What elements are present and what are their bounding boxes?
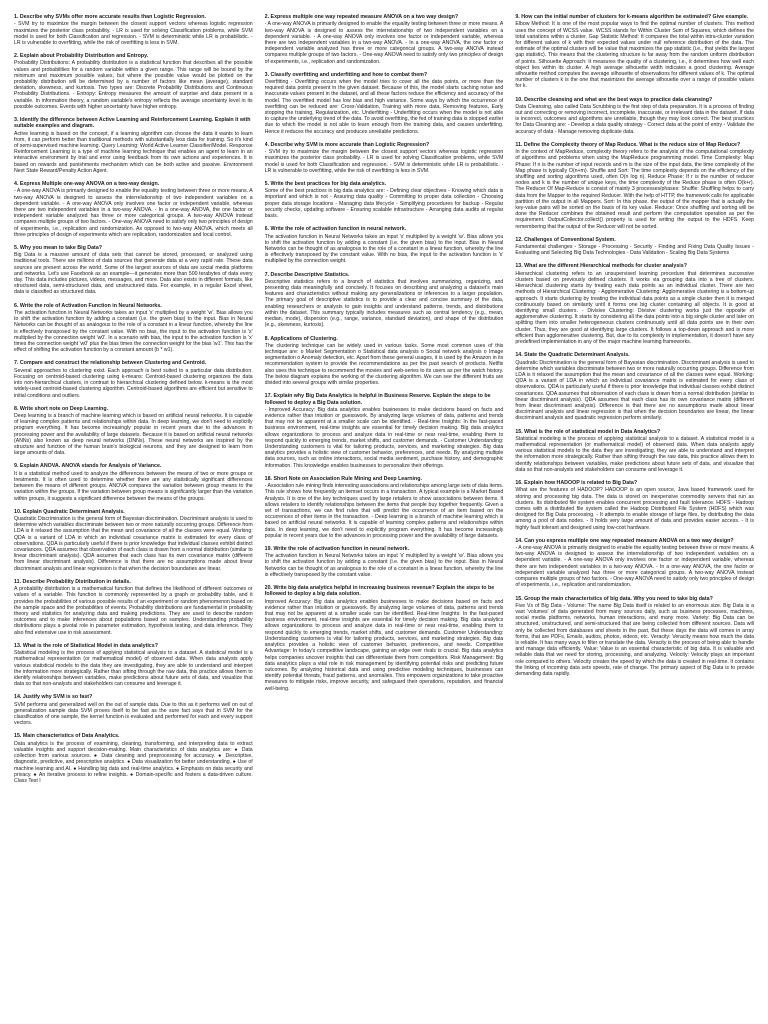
qa-item	[14, 360, 253, 398]
answer-text: - A one-way ANOVA is primarily designed to enable the equality testing between three or more means. A two-way ANOVA is designed to assess the interrelationship of two independent variables on a dependent variable. - A one-way ANOVA only involves one factor or independent variable, whereas there are two independent variables in a two-way ANOVA. - In a one-way ANOVA, the one factor or independent variable analyzed has three or more categorical groups. A two-way ANOVA instead compares multiple groups of two factors. - One-way ANOVA need to satisfy only two principles of design of experiments, i.e., replication and randomization.	[515, 545, 754, 589]
answer-text: It is a statistical method used to analyze the differences between the means of two or more groups or treatments. It is often used to determine whether there are any statistically significant differences between the means of different groups. ANOVA compares the variation between group means to the variation within the groups. If the variation between group means is significantly larger than the variation within groups, it suggests a significant difference between the means of the groups.	[14, 470, 253, 502]
qa-item	[515, 142, 754, 230]
qa-item	[265, 393, 504, 469]
answer-text: - Improved Accuracy: Big data analytics enables businesses to make decisions based on facts and evidence rather than intuition or guesswork. By analyzing large volumes of data, patterns and trends that may not be apparent at a smaller scale can be identified. - Real-time Insights: In the fast-paced business environment, real-time insights are essential for timely decision making. Big data analytics allows organizations to process and analyze data in real-time or near real-time, enabling them to respond quickly to emerging trends, market shifts, and customer demands. - Customer Understanding: Understanding customers is vital for tailoring products, services, and marketing strategies. Big data analytics provides a holistic view of customer behavior, preferences, and needs. By analyzing multiple data sources, such as online interactions, social media sentiment, purchase history, and demographic information. This knowledge enables businesses to personalize their offerings.	[264, 406, 504, 469]
question-heading: 16. Explain how HADOOP is related to Big Data?	[515, 480, 638, 487]
answer-text: Statistical modeling is the process of applying statistical analysis to a dataset. A statistical model is a mathematical representation (or mathematical model) of observed data. When data analysts apply various statistical models to the data they are investigating, they are able to understand and interpret the information more strategically. Rather than sifting through the raw data, this practice allows them to identify relationships between variables, make predictions about future sets of data, and visualize that data so that non-analysts and stakeholders can consume and leverage it.	[515, 435, 754, 473]
question-heading: 15. Group the main characteristics of big data. Why you need to take big data?	[515, 595, 713, 602]
qa-item	[265, 181, 504, 219]
qa-item	[515, 352, 754, 421]
column-left	[14, 14, 253, 1014]
qa-item	[515, 596, 754, 678]
question-heading: 14. State the Quadratic Determinant Analysis.	[515, 352, 630, 359]
qa-item	[14, 14, 253, 46]
answer-text: Big Data is a massive amount of data sets that cannot be stored, processed, or analyzed using traditional tools. There are millions of data sources that generate data at a very rapid rate. These data sources are present across the world. Some of the largest sources of data are social media platforms and networks. Let's use Facebook as an example—it generates more than 500 terabytes of data every day. This data includes pictures, videos, messages, and more. Data also exists in different formats, like structured data, semi-structured data, and unstructured data. For example, in a regular Excel sheet, data is classified as structured data.	[14, 252, 253, 296]
qa-item	[515, 97, 754, 135]
answer-text: - SVM try to maximize the margin between the closest support vectors whereas logistic regression maximizes the posterior class probability. - LR is used for solving Classification problems, while SVM model is used for both Classification and regression. - SVM is deterministic while LR is probabilistic. - LR is vulnerable to overfitting, while the risk of overfitting is less in SVM.	[14, 21, 253, 46]
qa-item	[14, 303, 253, 354]
qa-item	[14, 245, 253, 296]
qa-item	[14, 181, 253, 238]
answer-text: The clustering technique can be widely used in various tasks. Some most common uses of this technique are: o Market Segmentation o Statistical data analysis o Social network analysis o Image segmentation o Anomaly detection, etc. Apart from these general usages, it is used by the Amazon in its recommendation system to provide the recommendations as per the past search of products. Netflix also uses this technique to recommend the movies and web-series to its users as per the watch history. The below diagram explains the working of the clustering algorithm. We can see the different fruits are divided into several groups with similar properties.	[264, 342, 504, 387]
qa-item	[515, 538, 754, 589]
answer-text: Overfitting - Overfitting occurs when the model tries to cover all the data points, or more than the required data points present in the given dataset. Because of this, the model starts caching noise and inaccurate values present in the dataset, and all these factors reduce the efficiency and accuracy of the model. The overfitted model has low bias and high variance. Some ways by which the occurrence of overfitting can be reduced are: Cross-Validation, Training with more data, Removing features, Early stopping the training, Regularization, etc. Underfitting - Underfitting occurs when the model is not able to capture the underlying trend of the data. To avoid overfitting, the fed of training data is stopped earlier due to which the model is not able to learn enough from the training data, and causes underfitting. Hence it reduces the accuracy and produces unreliable predictions.	[264, 79, 504, 135]
qa-item	[14, 406, 253, 457]
answer-text: What are the features of HADOOP? HADOOP is an open source, Java based framework used for storing and processing big data. The data is stored on inexpensive commodity servers that run as clusters. Its distributed file system enables concurrent processing and fault tolerance. HDFS - Hadoop comes with a distributed file system called the Hadoop Distributed File System (HDFS) which was designed for Big Data processing. - It attempts to enable storage of large files, by distributing the data among a pool of data nodes. - It holds very large amount of data and provides easier access. - It is highly fault tolerant and designed using low-cost hardware.	[515, 487, 754, 531]
answer-text: The activation function in Neural Networks takes an input 'x' multiplied by a weight 'w'. Bias allows you to shift the activation function by adding a constant (i.e. the given bias) to the input. Bias in Neural Networks can be thought of as analogous to the role of a constant in a linear function, whereby the line is effectively transposed by the constant value.	[264, 553, 504, 578]
answer-text: Quadratic Discrimination is the general form of Bayesian discrimination. Discriminant analysis is used to determine which variables discriminate between two or more naturally occurring groups. Difference from LDA is it relaxed the assumption that the mean and covariance of all the classes were equal. Working: QDA is a variant of LDA in which an individual covariance matrix is estimated for every class of observations. QDA is particularly useful if there is prior knowledge that individual classes exhibit distinct covariances. QDA assumes that observation of each class is drawn from a normal distribution (similar to linear discriminant analysis). QDA assumes that each class has its own covariance matrix (different from linear discriminant analysis). Difference is that there are no assumptions made about linear discriminant analysis and linear regression is that when the decision boundaries are linear.	[14, 516, 253, 572]
question-heading: 6. Write the role of activation function in neural network.	[264, 226, 407, 233]
answer-text: Five Vs of Big Data - Volume: The name Big Data itself is related to an enormous size. Big Data is a vast 'volumes' of data generated from many sources daily, such as business processes, machines, social media platforms, networks, human interactions, and many more. Variety: Big Data can be structured, unstructured, and semi-structured that are being collected from different sources. Data will only be collected from databases and sheets in the past, But these days the data will comes in array forms, that are PDFs, Emails, audios, photos, videos, etc. Veracity: Veracity means how much the data is reliable. It has many ways to filter or translate the data. Veracity is the process of being able to handle and manage data efficiently. Value: Value is an essential characteristic of big data. It is valuable and reliable data that we need for storing, processing, and analyzing. Velocity: Velocity plays an important role compared to others. Velocity creates the speed by which the data is created in real-time. It contains the linking of incoming data sets speeds, rate of change. The primary aspect of Big Data is to provide demanding data rapidly.	[515, 602, 754, 678]
question-heading: 7. Describe Descriptive Statistics.	[264, 271, 350, 278]
question-heading: 10. Describe cleansing and what are the best ways to practice data cleansing?	[515, 96, 713, 103]
question-heading: 7. Compare and construct the relationship between Clustering and Centroid.	[14, 360, 207, 367]
qa-item	[515, 429, 754, 474]
answer-text: Fundamental challenges - Storage - Processing - Security - Finding and Fixing Data Quality Issues - Evaluating and Selecting Big Data Technologies - Data Validation - Scaling Big Data Systems	[515, 244, 754, 257]
answer-text: - SVM try to maximize the margin between the closest support vectors whereas logistic regression maximizes the posterior class probability. - LR is used for solving Classification problems, while SVM model is used for both Classification and regression. - SVM is deterministic while LR is probabilistic. - LR is vulnerable to overfitting, while the risk of overfitting is less in SVM.	[264, 149, 504, 174]
question-heading: 9. Explain ANOVA. ANOVA stands for Analysis of Variance.	[14, 463, 162, 470]
question-heading: 4. Describe why SVM is more accurate than Logistic Regression?	[264, 141, 430, 148]
qa-item	[14, 463, 253, 501]
question-heading: 17. Explain why Big Data Analytics is helpful in Business Reserve. Explain the steps to be followed to deploy a Big Data solution.	[264, 393, 491, 406]
question-heading: 13. What is the role of Statistical Model in data analytics?	[14, 642, 158, 649]
answer-text: Data analytics is the process of examining, cleaning, transforming, and interpreting data to extract valuable insights and support decision-making. Main characteristics of data analytics are: ● Data collection from various sources. ● Data cleaning and preprocessing for accuracy. ● Descriptive, diagnostic, predictive, and prescriptive analytics. ● Data visualization for better understanding. ● Use of machine learning and AI. ● Handling big data and real-time analytics. ● Emphasis on data security and privacy. ● An iterative process to refine insights. ● Domain-specific and fosters a data-driven culture. Class Test I	[14, 740, 253, 784]
qa-item	[515, 237, 754, 257]
answer-text: Improved Accuracy: Big data analytics enables businesses to make decisions based on facts and evidence rather than intuition or guesswork. By analyzing large volumes of data, patterns and trends that may not be apparent at a smaller scale can be identified. Real-time Insights: In the fast-paced business environment, real-time insights are essential for timely decision making. Big data analytics allows organizations to process and analyze data in real-time or near real-time, enabling them to respond quickly to emerging trends, market shifts, and customer demands. Customer Understanding: Understanding customers is vital for tailoring products, services, and marketing strategies. Big data analytics provides a holistic view of customer behavior, preferences, and needs. Competitive Advantage: In today's competitive landscape, gaining an edge over rivals is crucial. Big data analytics helps companies uncover insights that can differentiate them from competitors. Risk Management: Big data analytics plays a vital role in risk management by identifying potential risks and predicting future outcomes. By analyzing historical data and using predictive modeling techniques, businesses can identify potential threats, fraud patterns, and anomalies. This empowers organizations to take proactive measures to mitigate risks, improve security, and safeguard their operations, reputation, and financial well-being.	[264, 598, 504, 692]
column-right	[515, 14, 754, 1014]
answer-text: Probability Distributions: A probability distribution is a statistical function that describes all the possible values and probabilities for a random variable within a given range. This range will be bound by the minimum and maximum possible values, but where the possible value would be plotted on the probability distribution will be determined by a number of factors like mean (average), standard deviation, skewness, and kurtosis. Two types are: Discrete Probability Distributions and Continuous Probability Distributions. - Entropy: Entropy measures the amount of surprise and data present in a variable. In information theory, a random variable's entropy reflects the average uncertainty level in its possible outcomes. Events with higher uncertainty have higher entropy.	[14, 60, 253, 110]
answer-text: - A one-way ANOVA is primarily designed to enable the equality testing between three or more means. A two-way ANOVA is designed to assess the interrelationship of two independent variables on a dependent variable. - A one-way ANOVA only involves one factor or independent variable, whereas there are two independent variables in a two-way ANOVA. - In a one-way ANOVA, the one factor or independent variable analyzed has three or more categorical groups. A two-way ANOVA instead compares multiple groups of two factors. - One-way ANOVA need to satisfy only two principles of design of experiments, i.e., replication and randomization.	[264, 21, 504, 65]
qa-item	[515, 14, 754, 90]
question-heading: 14. Justify why SVM is so fast?	[14, 694, 93, 701]
question-heading: 15. Main characteristics of Data Analytics.	[14, 733, 120, 740]
qa-item	[14, 53, 253, 110]
answer-text: SVM performs and generalized well on the out of sample data. Due to this as it performs well on out of generalization sample data SVM proves itself to be fast as the sure fact says that in SVM for the classification of one sample, the kernel function is evaluated and performed for each and every support vectors.	[14, 701, 253, 727]
answer-text: Some of the best practices in big data analytics are: - Defining clear objectives - Knowing which data is important and which is not - Assuring data quality - Committing to proper data collection - Choosing proper data storage locations - Managing data lifecycle - Simplifying procedures for backup - Regular security checks, updating software - Ensuring scalable infrastructure - Arranging data audits at regular basis.	[264, 188, 504, 220]
question-heading: 9. How can the initial number of clusters for k-means algorithm be estimated? Give example.	[515, 14, 749, 20]
answer-text: A probability distribution is a mathematical function that defines the likelihood of different outcomes or values of a variable. This function is commonly represented by a graph or probability table, and it provides the probabilities of various possible results of an experiment or random phenomenon based on the sample space and the probabilities of events. Probability distributions are fundamental in probability theory and statistics for analyzing data and making predictions. They are used to describe random outcomes and to make inferences about populations based on samples. Understanding probability distributions plays a pivotal role in parameter estimation, hypothesis testing, and data inference. They also find extensive use in risk assessment.	[14, 586, 253, 636]
qa-item	[515, 263, 754, 345]
question-heading: 1. Describe why SVMs offer more accurate results than Logistic Regression.	[14, 14, 206, 20]
question-heading: 15. What is the role of statistical model in Data Analytics?	[515, 428, 661, 435]
answer-text: Deep learning is a branch of machine learning which is based on artificial neural networks. It is capable of learning complex patterns and relationships within data. In deep learning, we don't need to explicitly program everything. It has become increasingly popular in recent years due to the advances in processing power and the availability of large datasets. Because it is based on artificial neural networks (ANNs) also known as deep neural networks (DNNs). These neural networks are inspired by the structure and function of the human brain's biological neurons, and they are designed to learn from large amounts of data.	[14, 413, 253, 457]
qa-item	[14, 694, 253, 726]
qa-item	[265, 336, 504, 387]
answer-text: Statistical modeling is the process of applying statistical analysis to a dataset. A statistical model is a mathematical representation (or mathematical model) of observed data. When data analysts apply various statistical models to the data they are investigating, they are able to understand and interpret the information more strategically. Rather than sifting through the raw data, this practice allows them to identify relationships between variables, make predictions about future sets of data, and visualize that data so that non-analysts and stakeholders can consume and leverage it.	[14, 650, 253, 688]
column-middle	[265, 14, 504, 1014]
qa-item	[265, 585, 504, 692]
question-heading: 10. Explain Quadratic Determinant Analysis.	[14, 508, 125, 515]
qa-item	[265, 476, 504, 539]
answer-text: Hierarchical clustering refers to an unsupervised learning procedure that determines successive clusters based on previously defined clusters. It works via grouping data into a tree of clusters. Hierarchical clustering starts by treating each data points as an individual cluster. There are two methods of Hierarchical Clustering: - Agglomerative Clustering: Agglomerative clustering is a bottom-up approach. It starts clustering by treating the individual data points as a single cluster then it is merged continuously based on similarity until it forms one big cluster containing all objects. It is good at identifying small clusters. - Divisive Clustering: Divisive clustering works just the opposite of agglomerative clustering. It starts by considering all the data points into a big single cluster and later on splitting them into smaller heterogeneous clusters continuously until all data points are in their own cluster. Thus, they are good at identifying large clusters. It follows a top-down approach and is more efficient than agglomerative clustering. But, due to its complexity in implementation, it doesn't have any predefined implementation in any of the major machine learning frameworks.	[515, 270, 754, 346]
qa-item	[14, 509, 253, 572]
question-heading: 14. Can you express multiple one way repeated measure ANOVA on a two way design?	[515, 537, 734, 544]
qa-item	[515, 480, 754, 531]
answer-text: Data Cleansing, also called Data Scrubbing is the first step of data preparation. It is a process of finding out and correcting or removing incorrect, incomplete, inaccurate, or irrelevant data in the dataset. If data is incorrect, outcomes and algorithms are unreliable, though they may look correct. The best practices for Data Cleaning are: - Develop a data quality strategy - Correct data at the point of entry - Validate the accuracy of data - Manage removing duplicate data.	[515, 103, 754, 135]
question-heading: 3. Identify the difference between Active Learning and Reinforcement Learning. Explain it with suitable examples and diagram.	[14, 117, 251, 130]
qa-item	[14, 579, 253, 636]
qa-item	[14, 117, 253, 174]
qa-item	[265, 72, 504, 135]
answer-text: The activation function in Neural Networks takes an input 'x' multiplied by a weight 'w'. Bias allows you to shift the activation function by adding a constant (i.e. the given bias) to the input. Bias in Neural Networks can be thought of as analogous to the role of a constant in a linear function, whereby the line is effectively transposed by the constant value. With no bias, the input to the activation function is 'x' multiplied by the connection weight 'w0'. In a scenario with bias, the input to the activation function is 'x' times the connection weight 'w0' plus the bias times the connection weight for the bias 'w1'. This has the effect of shifting the activation function by a constant amount (b * w1).	[14, 309, 253, 354]
answer-text: Active learning is based on the concept, if a learning algorithm can choose the data it wants to learn from, it can perform better than traditional methods with substantially less data for training. So it's kind of semi-supervised machine learning. Query Learning: World Active Learner Classifier/Model. Response Reinforcement Learning is a type of machine learning technique that enables an agent to learn in an interactive environment by trial and error using feedback from its own actions and experiences. It is based on rewards and punishments mechanism which can be both active and passive. Environment Next State Reward/Penalty Action Agent.	[14, 130, 253, 174]
answer-text: - A one-way ANOVA is primarily designed to enable the equality testing between three or more means. A two-way ANOVA is designed to assess the interrelationship of two independent variables on a dependent variable. - A one-way ANOVA only involves one factor or independent variable, whereas there are two independent variables in a two-way ANOVA. - In a one-way ANOVA, the one factor or independent variable analyzed has three or more categorical groups. A two-way ANOVA instead compares multiple groups of two factors. - One-way ANOVA need to satisfy only two principles of design of experiments, i.e., replication and randomization. As opposed to two-way ANOVA, which meets all three principles of design of experiments which are replication, randomization and local control.	[14, 188, 253, 238]
question-heading: 2. Explain about Probability Distribution and Entropy.	[14, 53, 149, 60]
qa-item	[14, 643, 253, 688]
question-heading: 19. Write the role of activation function in neural network.	[264, 545, 410, 552]
question-heading: 6. Write the role of Activation Function in Neural Networks.	[14, 302, 162, 309]
answer-text: Several approaches to clustering exist. Each approach is best suited to a particular data distribution. Focusing on centroid-based clustering using k-means: Centroid-based clustering organizes the data into non-hierarchical clusters, in contrast to hierarchical clustering defined below. k-means is the most widely-used centroid-based clustering algorithm. Centroid-based algorithms are efficient but sensitive to initial conditions and outliers.	[14, 367, 253, 399]
question-heading: 11. Define the Complexity theory of Map Reduce. What is the reduce size of Map Reduce?	[515, 141, 741, 148]
question-heading: 18. Short Note on Association Rule Mining and Deep Learning.	[264, 475, 422, 482]
answer-text: The activation function in Neural Networks takes an input 'x' multiplied by a weight 'w'. Bias allows you to shift the activation function by adding a constant (i.e. the given bias) to the input. Bias in Neural Networks can be thought of as analogous to the role of a constant in a linear function, whereby the line is effectively transposed by the constant value. With no bias, the input to the activation function is 'x' multiplied by the connection weight.	[264, 233, 504, 265]
qa-item	[265, 272, 504, 329]
answer-text: Descriptive statistics refers to a branch of statistics that involves summarizing, organizing, and presenting data meaningfully and concisely. It focuses on describing and analyzing a dataset's main features and characteristics without making any generalizations or inferences to a larger population. The primary goal of descriptive statistics is to provide a clear and concise summary of the data, enabling researchers or analysts to gain insights and understand patterns, trends, and distributions within the dataset. This summary typically includes measures such as central tendency (e.g., mean, median, mode), dispersion (e.g., range, variance, standard deviation), and shape of the distribution (e.g., skewness, kurtosis).	[264, 278, 504, 329]
answer-text: - Association rule mining finds interesting associations and relationships among large sets of data items. This rule shows how frequently an itemset occurs in a transaction. A typical example is a Market Based Analysis. It is one of the key techniques used by large retailers to show associations between items. It allows retailers to identify relationships between the items that people buy together frequently. Given a set of transactions, we can find rules that will predict the occurrence of an item based on the occurrences of other items in the transaction. - Deep learning is a branch of machine learning which is based on artificial neural networks. It is capable of learning complex patterns and relationships within data. In deep learning, we don't need to explicitly program everything. It has become increasingly popular in recent years due to the advances in processing power and the availability of large datasets.	[264, 483, 504, 539]
qa-item	[265, 142, 504, 174]
question-heading: 11. Describe Probability Distribution in details.	[14, 578, 131, 585]
qa-item	[14, 733, 253, 784]
question-heading: 3. Classify overfitting and underfitting and how to combat them?	[264, 71, 428, 78]
answer-text: Elbow Method: It is one of the most popular ways to find the optimal number of clusters. This method uses the concept of WCSS value. WCSS stands for Within Cluster Sum of Squares, which defines the total variations within a cluster. Gap Statistic Method: It compares the total within intra-cluster variation for different values of k with their expected values under null reference distribution of the data. The estimate of the optimal clusters will be value that maximizes the gap statistic (i.e., that yields the largest gap statistic). This means that the clustering structure is far away from the random uniform distribution of points. Silhouette Approach: It measures the quality of a clustering, i.e., it determines how well each object lies within its cluster. A high average silhouette width indicates a good clustering. Average silhouette method computes the average silhouette of observations for different values of k. The optimal number of clusters k is the one that maximizes the average silhouette over a range of possible values for k.	[515, 21, 754, 90]
question-heading: 4. Express Multiple one-way ANOVA on a two-way design.	[14, 181, 160, 188]
question-heading: 8. Applications of Clustering.	[264, 335, 338, 342]
qa-item	[265, 226, 504, 264]
question-heading: 2. Express multiple one way repeated measure ANOVA on a two way design?	[264, 14, 459, 20]
question-heading: 8. Write short note on Deep Learning.	[14, 405, 109, 412]
question-heading: 13. What are the different Hierarchical methods for cluster analysis?	[515, 263, 687, 270]
qa-item	[265, 546, 504, 578]
answer-text: In the context of MapReduce, complexity theory refers to the analysis of the computational complexity of algorithms and problems when using the MapReduce programming model. Time Complexity: Map Phase: If n is the number of input records and m is the size of the input data, the time complexity of the Map phase is typically O(n+m). Shuffle and Sort: The time complexity depends on the efficiency of the shuffling and sorting algorithms used, often O(n log n). Reduce Phase: If r is the number of reducer nodes and k is the number of unique keys, the time complexity of the Reduce phase is often O(k+r). The Reducer Of Map-Reduce is consist of mainly 3 processes/phases: Shuffle: Shuffling helps to carry data from the Mapper to the required Reducer. With the help of HTTP, the framework calls for applicable partition of the output in all Mappers. Sort: In this phase, the output of the mapper that is actually the key-value pairs will be sorted on the basis of its key value. Reduce: Once shuffling and sorting will be done the Reducer combines the obtained result and perform the computation operation as per the requirement. OutputCollector.collect() property is used for writing the output to the HDFS. Keep remembering that the output of the Reducer will not be sorted.	[515, 149, 754, 230]
answer-text: Quadratic Discrimination is the general form of Bayesian discrimination. Discriminant analysis is used to determine which variables discriminate between two or more naturally occurring groups. Difference from LDA is it relaxed the assumption that the mean and covariance of all the classes were equal. Working: QDA is a variant of LDA in which an individual covariance matrix is estimated for every class of observations. QDA is particularly useful if there is prior knowledge that individual classes exhibit distinct covariances. QDA assumes that observation of each class is drawn from a normal distribution (similar to linear discriminant analysis). QDA assumes that each class has its own covariance matrix (different from linear discriminant analysis). Difference is that there are no assumptions made about linear discriminant analysis and linear regression is that when the decision boundaries are linear, the linear discriminant analysis and quadratic regression perform similarly.	[515, 359, 754, 422]
question-heading: 5. Write the best practices for big data analytics.	[264, 180, 387, 187]
qa-item	[265, 14, 504, 65]
question-heading: 12. Challenges of Conventional System.	[515, 236, 616, 243]
question-heading: 5. Why you mean to take Big Data?	[14, 244, 103, 251]
question-heading: 20. Write big data analytics helpful in increasing business revenue? Explain the steps to be followed to deploy a big data solution.	[264, 585, 495, 598]
